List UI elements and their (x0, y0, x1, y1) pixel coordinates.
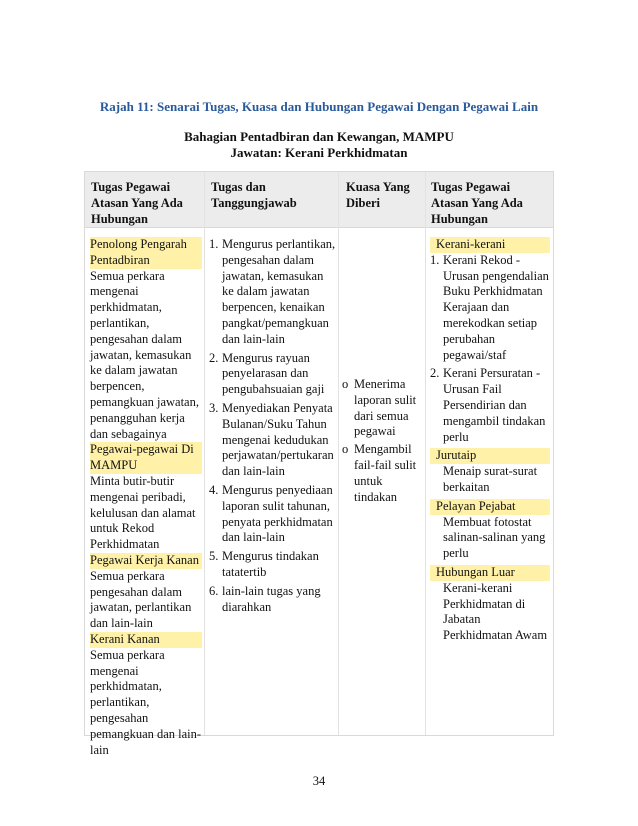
duty-item: 3. Menyediakan Penyata Bulanan/Suku Tahun mengenai kedudukan perjawatan/pertukaran dan lain-lain (209, 400, 334, 479)
divider (425, 172, 426, 735)
col4-title: Kerani-kerani (430, 237, 550, 253)
col1-block (90, 632, 202, 758)
col1-cell (90, 237, 202, 758)
divider (338, 172, 339, 735)
header-col3: Kuasa Yang Diberi (346, 180, 410, 210)
col1-text: Semua perkara mengenai perkhidmatan, perlantikan, pengesahan pemangkuan dan lain-lain (90, 647, 202, 757)
power-item: o Menerima laporan sulit dari semua pegawai (342, 377, 417, 439)
divider (204, 172, 205, 735)
duty-item: 5. Mengurus tindakan tatatertib (209, 549, 319, 579)
col4-block (430, 565, 550, 644)
col1-text: Semua perkara pengesahan dalam jawatan, perlantikan dan lain-lain (90, 568, 192, 631)
duty-item: 4. Mengurus penyediaan laporan sulit tahunan, penyata perkhidmatan dan lain-lain (209, 482, 333, 545)
position-subtitle: Jawatan: Kerani Perkhidmatan (230, 145, 408, 160)
duties-table (84, 171, 554, 757)
col4-text: Menaip surat-surat berkaitan (443, 464, 538, 494)
col4-title: Pelayan Pejabat (430, 499, 550, 515)
col1-title: Penolong Pengarah Pentadbiran (90, 237, 202, 269)
col1-title: Pegawai-pegawai Di MAMPU (90, 442, 202, 474)
department-subtitle: Bahagian Pentadbiran dan Kewangan, MAMPU (184, 129, 454, 144)
col1-title: Kerani Kanan (90, 632, 202, 648)
duty-item: 1. Mengurus perlantikan, pengesahan dalam jawatan, kemasukan ke dalam jawatan berpencen, kenaikan pangkat/pemangkuan dan lain-lain (209, 237, 336, 346)
col4-block (430, 448, 550, 495)
header-col2: Tugas dan Tanggungjawab (211, 180, 297, 210)
col1-title: Pegawai Kerja Kanan (90, 553, 202, 569)
col4-title: Hubungan Luar (430, 565, 550, 581)
col2-cell (209, 237, 337, 618)
col1-block (90, 553, 202, 632)
col3-cell (342, 377, 424, 507)
col4-block (430, 499, 550, 562)
power-item: o Mengambil fail-fail sulit untuk tindakan (342, 442, 417, 504)
figure-caption: Rajah 11: Senarai Tugas, Kuasa dan Hubungan Pegawai Dengan Pegawai Lain (99, 99, 539, 114)
col4-cell (430, 237, 550, 644)
duty-item: 2. Mengurus rayuan penyelarasan dan pengubahsuaian gaji (209, 350, 325, 397)
col1-block (90, 237, 202, 442)
relation-item: 1. Kerani Rekod - Urusan pengendalian Buku Perkhidmatan Kerajaan dan merekodkan setiap perubahan pegawai/staf (430, 252, 549, 362)
col4-text: Kerani-kerani Perkhidmatan di Jabatan Perkhidmatan Awam (443, 580, 548, 643)
relation-item: 2. Kerani Persuratan - Urusan Fail Persendirian dan mengambil tindakan perlu (430, 366, 546, 444)
col4-title: Jurutaip (430, 448, 550, 464)
col1-text: Semua perkara mengenai perkhidmatan, perlantikan, pengesahan dalam jawatan, kemasukan ke dalam jawatan berpencen, pemangkuan jawatan, penangguhan kerja dan sebagainya (90, 268, 199, 441)
col1-text: Minta butir-butir mengenai peribadi, kelulusan dan alamat untuk Rekod Perkhidmatan (90, 473, 196, 552)
duty-item: 6. lain-lain tugas yang diarahkan (209, 583, 321, 614)
col1-block (90, 442, 202, 553)
header-col1: Tugas Pegawai Atasan Yang Ada Hubungan (91, 180, 183, 226)
table-header (85, 172, 553, 228)
header-col4: Tugas Pegawai Atasan Yang Ada Hubungan (431, 180, 523, 226)
page-number: 34 (312, 774, 326, 788)
col4-text: Membuat fotostat salinan-salinan yang perlu (443, 514, 546, 561)
